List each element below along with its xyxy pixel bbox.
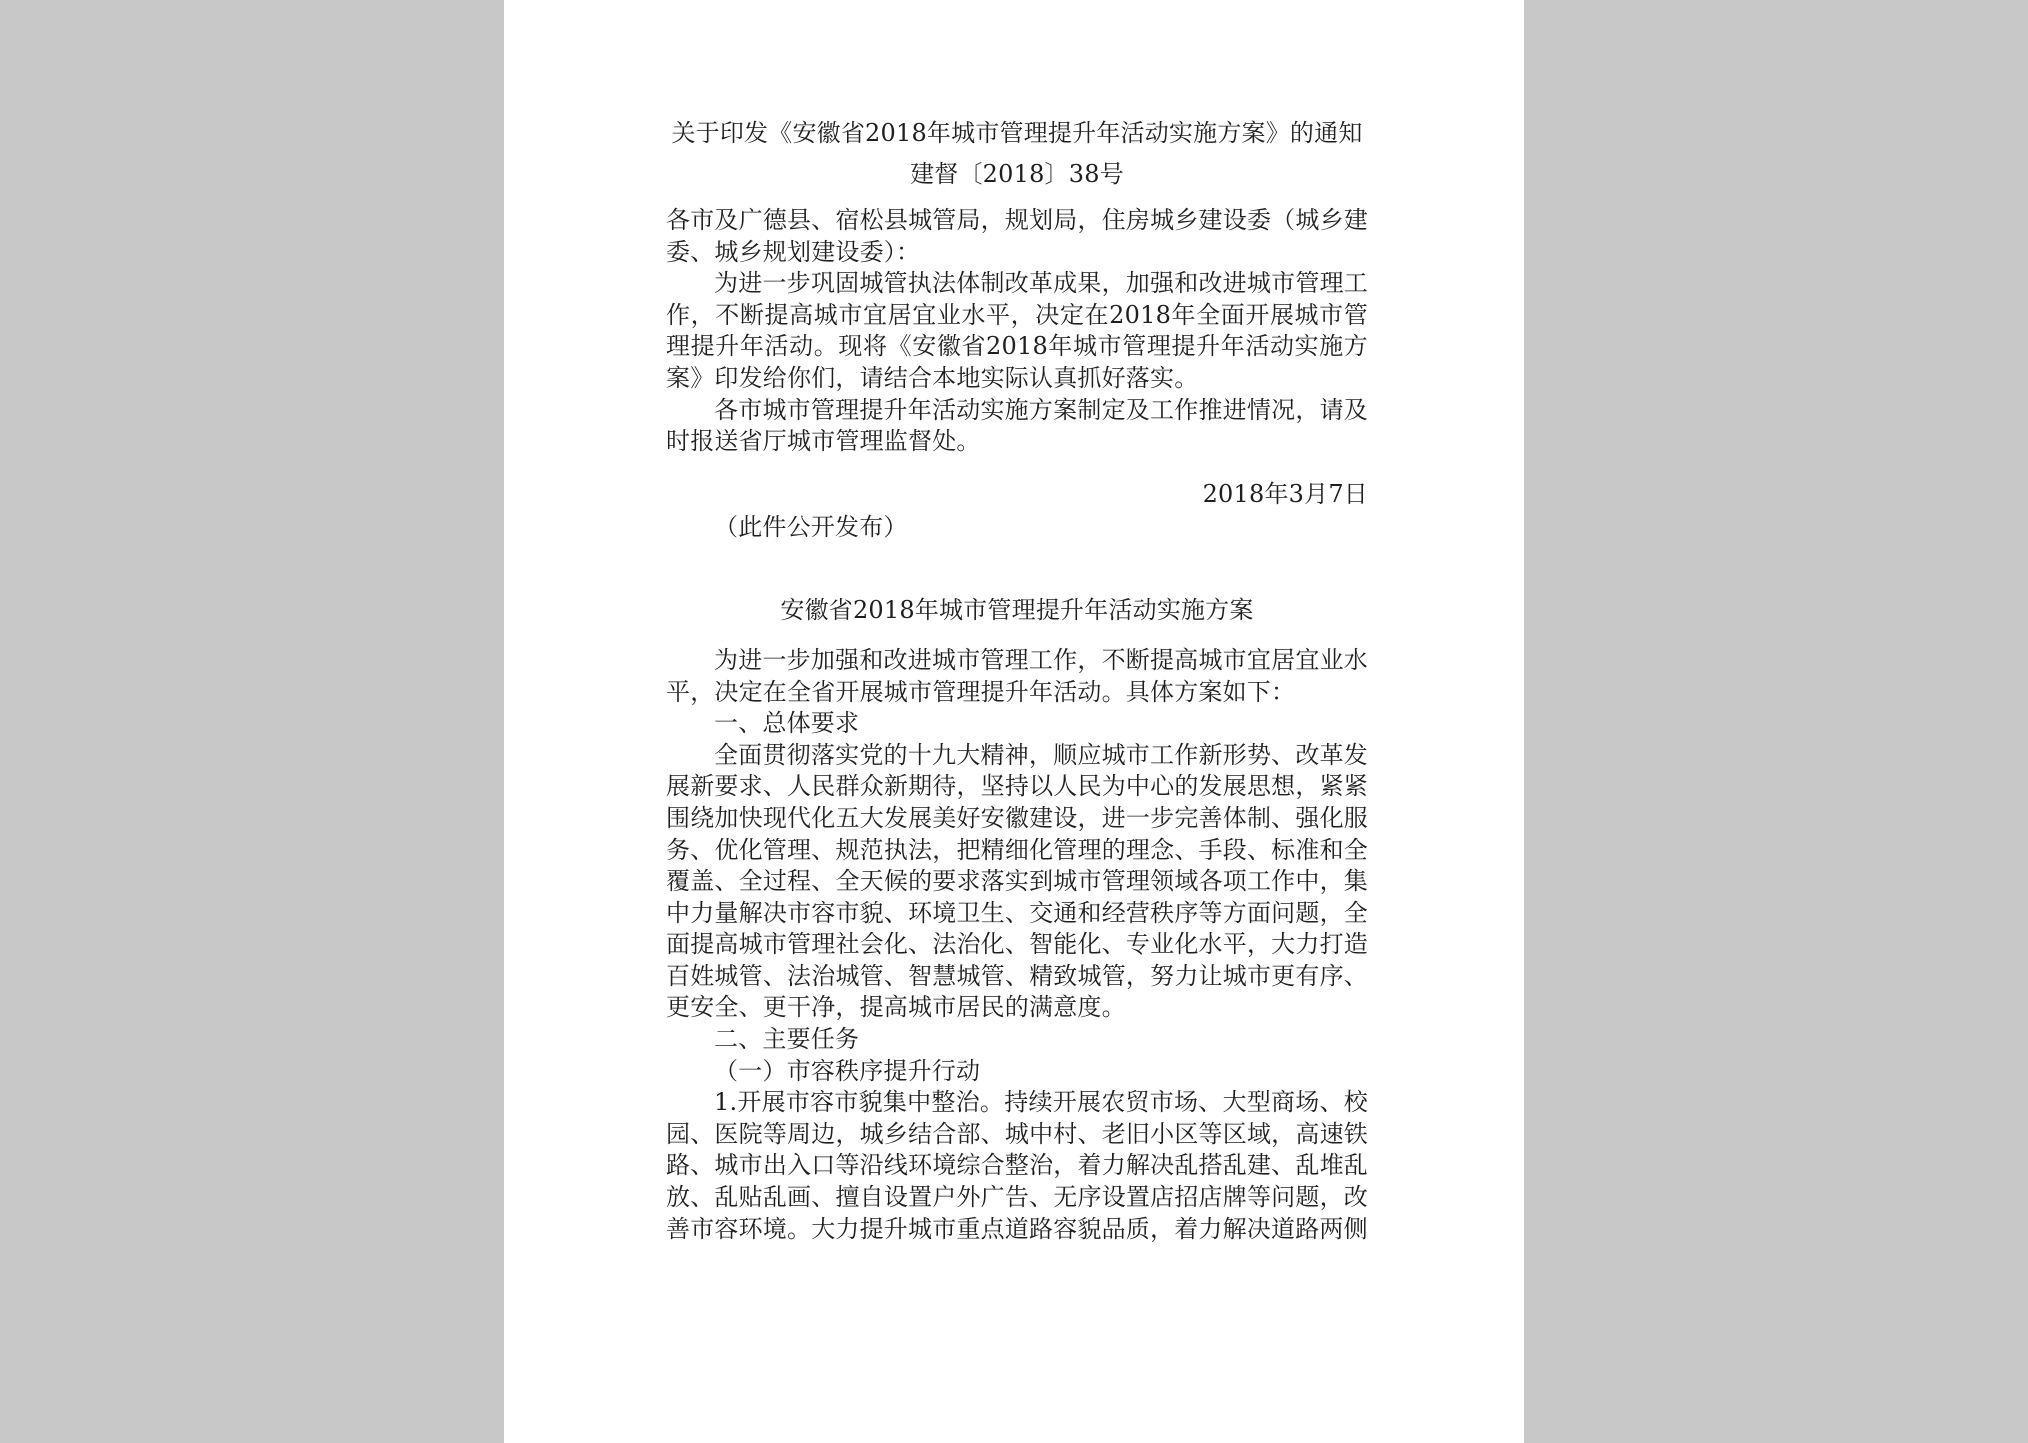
plan-title: 安徽省2018年城市管理提升年活动实施方案: [780, 595, 1254, 624]
section-1-body: 全面贯彻落实党的十九大精神，顺应城市工作新形势、改革发展新要求、人民群众新期待，坚持以人民为中心的发展思想，紧紧围绕加快现代化五大发展美好安徽建设，进一步完善体制、强化服务、优化管理、规范执法，把精细化管理的理念、手段、标准和全覆盖、全过程、全天候的要求落实到城市管理领域各项工作中，集中力量解决市容市貌、环境卫生、交通和经营秩序等方面问题，全面提高城市管理社会化、法治化、智能化、专业化水平，大力打造百姓城管、法治城管、智慧城管、精致城管，努力让城市更有序、更安全、更干净，提高城市居民的满意度。: [666, 740, 1368, 1022]
document-page: [504, 0, 1524, 1443]
plan-body: [666, 645, 1368, 1245]
public-release-note: （此件公开发布）: [714, 513, 908, 542]
notice-title: 关于印发《安徽省2018年城市管理提升年活动实施方案》的通知: [671, 119, 1363, 147]
section-1-heading: 一、总体要求: [714, 709, 860, 738]
item-1-body: 1.开展市容市貌集中整治。持续开展农贸市场、大型商场、校园、医院等周边，城乡结合部、城中村、老旧小区等区域，高速铁路、城市出入口等沿线环境综合整治，着力解决乱搭乱建、乱堆乱放、乱贴乱画、擅自设置户外广告、无序设置店招店牌等问题，改善市容环境。大力提升城市重点道路容貌品质，着力解决道路两侧: [666, 1088, 1368, 1243]
document-content: [666, 118, 1368, 1245]
notice-paragraph-1: 为进一步巩固城管执法体制改革成果，加强和改进城市管理工作，不断提高城市宜居宜业水平，决定在2018年全面开展城市管理提升年活动。现将《安徽省2018年城市管理提升年活动实施方案》印发给你们，请结合本地实际认真抓好落实。: [666, 269, 1368, 392]
plan-intro: 为进一步加强和改进城市管理工作，不断提高城市宜居宜业水平，决定在全省开展城市管理提升年活动。具体方案如下：: [666, 645, 1368, 706]
subsection-1-heading: （一）市容秩序提升行动: [714, 1056, 981, 1085]
notice-addressee: 各市及广德县、宿松县城管局，规划局，住房城乡建设委（城乡建委、城乡规划建设委）：: [666, 206, 1368, 266]
section-2-heading: 二、主要任务: [714, 1025, 860, 1054]
notice-paragraph-2: 各市城市管理提升年活动实施方案制定及工作推进情况，请及时报送省厅城市管理监督处。: [666, 395, 1368, 456]
notice-date: 2018年3月7日: [1202, 479, 1368, 508]
document-number: 建督〔2018〕38号: [910, 160, 1124, 188]
